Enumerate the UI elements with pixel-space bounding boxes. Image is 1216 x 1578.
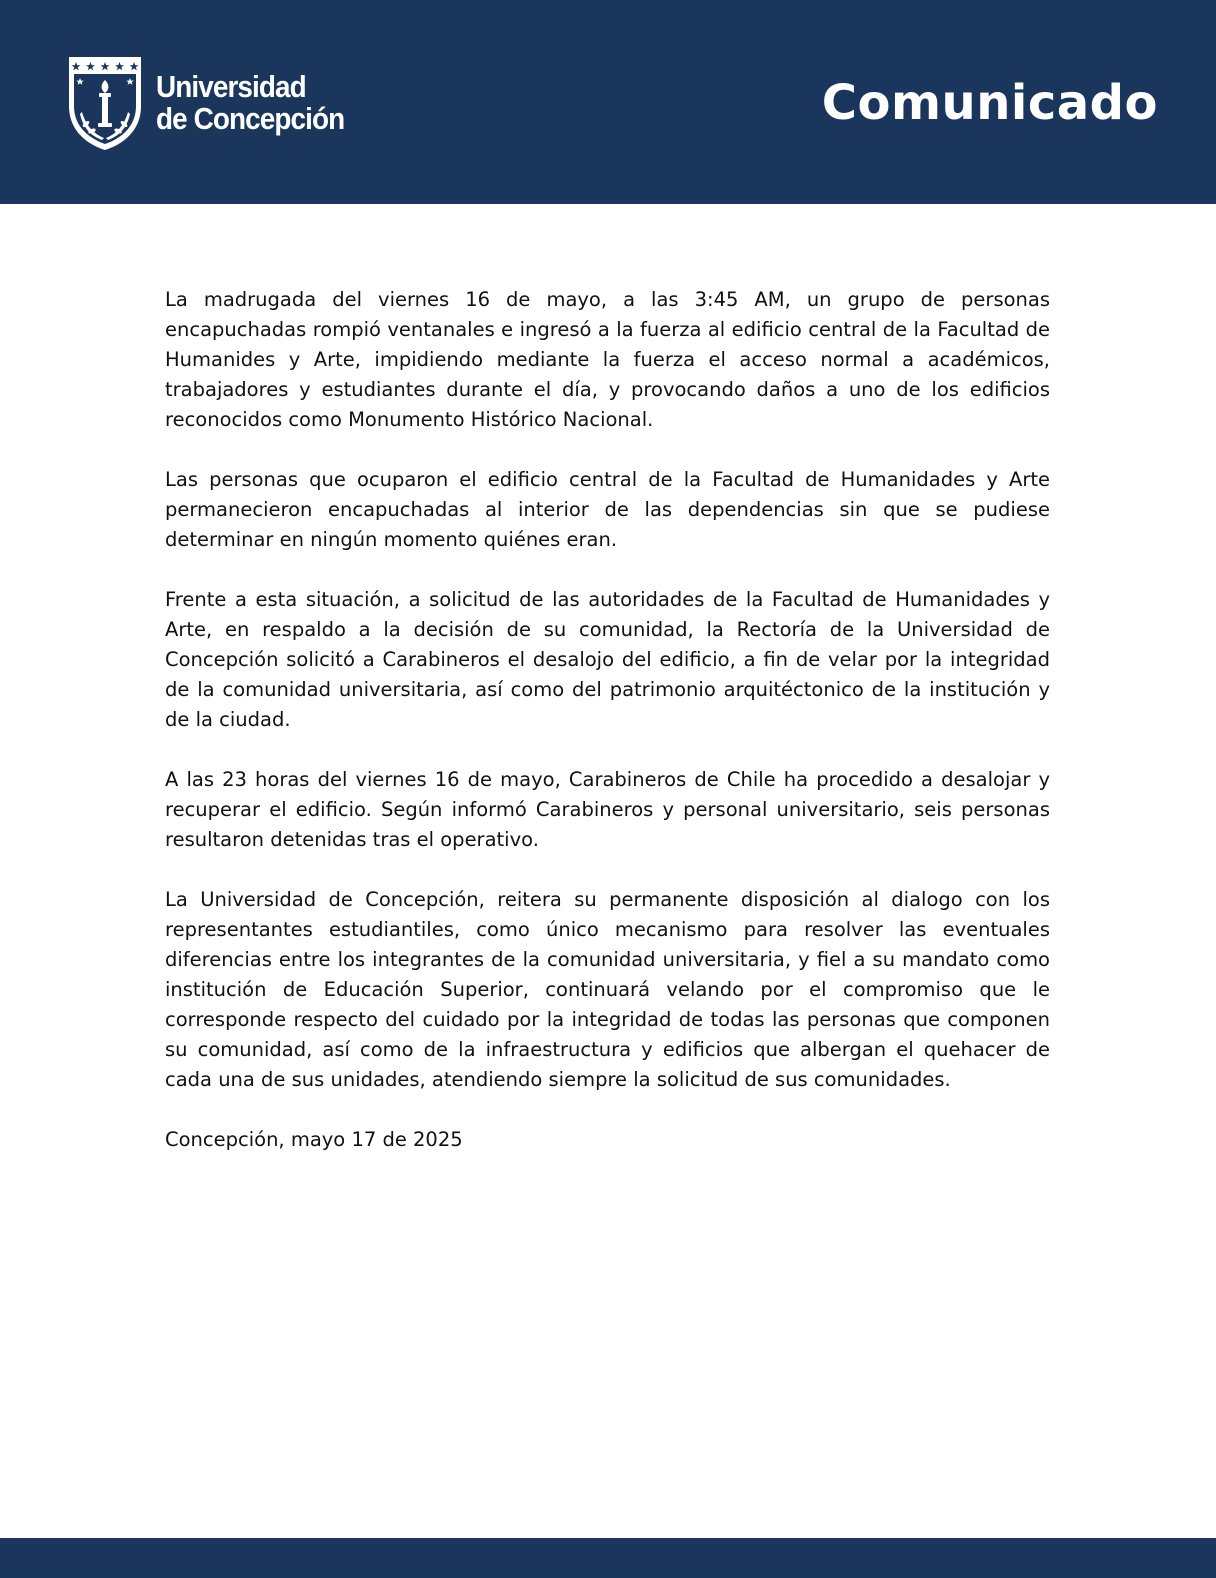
paragraph-1: La madrugada del viernes 16 de mayo, a las 3:45 AM, un grupo de personas encapuchadas rompió ventanales e ingresó a la fuerza al edificio central de la Facultad de Humanides y Arte, impidiendo mediante la fuerza el acceso normal a académicos, trabajadores y estudiantes durante el día, y provocando daños a uno de los edificios reconocidos como Monumento Histórico Nacional. bbox=[165, 288, 1050, 431]
page-title: Comunicado bbox=[821, 75, 1158, 131]
paragraph-4: A las 23 horas del viernes 16 de mayo, Carabineros de Chile ha procedido a desalojar y recuperar el edificio. Según informó Carabineros y personal universitario, seis personas resultaron detenidas tras el operativo. bbox=[165, 768, 1050, 851]
university-logo bbox=[66, 54, 365, 152]
logo-line-1: Universidad bbox=[156, 69, 306, 104]
paragraph-5: La Universidad de Concepción, reitera su permanente disposición al dialogo con los representantes estudiantiles, como único mecanismo para resolver las eventuales diferencias entre los integrantes de la comunidad universitaria, y fiel a su mandato como institución de Educación Superior, continuará velando por el compromiso que le corresponde respecto del cuidado por la integridad de todas las personas que componen su comunidad, así como de la infraestructura y edificios que albergan el quehacer de cada una de sus unidades, atendiendo siempre la solicitud de sus comunidades. bbox=[165, 888, 1050, 1091]
logo-line-2: de Concepción bbox=[156, 101, 345, 136]
place-and-date: Concepción, mayo 17 de 2025 bbox=[165, 1128, 463, 1151]
footer-bar bbox=[0, 1538, 1216, 1578]
statement-body bbox=[165, 285, 1050, 1185]
paragraph-3: Frente a esta situación, a solicitud de las autoridades de la Facultad de Humanidades y Arte, en respaldo a la decisión de su comunidad, la Rectoría de la Universidad de Concepción solicitó a Carabineros el desalojo del edificio, a fin de velar por la integridad de la comunidad universitaria, así como del patrimonio arquitéctonico de la institución y de la ciudad. bbox=[165, 588, 1050, 731]
paragraph-2: Las personas que ocuparon el edificio central de la Facultad de Humanidades y Arte permanecieron encapuchadas al interior de las dependencias sin que se pudiese determinar en ningún momento quiénes eran. bbox=[165, 468, 1050, 551]
university-shield-icon bbox=[66, 54, 144, 152]
header-banner bbox=[0, 0, 1216, 204]
logo-wordmark bbox=[156, 71, 344, 135]
